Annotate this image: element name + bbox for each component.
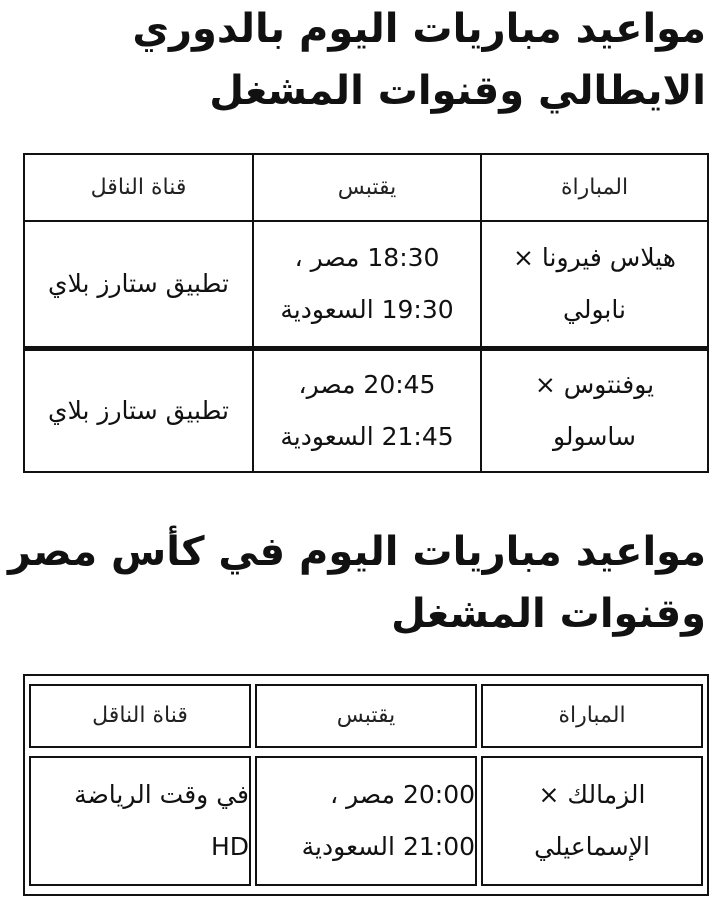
header-match: المباراة [560, 174, 629, 200]
table-row-time [254, 351, 480, 471]
match-time-saudi: 21:00 السعودية [301, 832, 475, 861]
egypt-cup-matches-table [23, 674, 709, 896]
match-teams: ساسولو [553, 422, 636, 451]
match-time-saudi: 19:30 السعودية [280, 295, 454, 324]
serie-a-matches-table [23, 153, 709, 473]
table-row-match [481, 756, 703, 886]
table-row-time [254, 222, 480, 346]
match-teams: الإسماعيلي [534, 832, 650, 861]
table-row-match [482, 351, 707, 471]
match-time-egypt: 18:30 مصر ، [294, 243, 440, 272]
table-row-match [482, 222, 707, 346]
table-row-channel: تطبيق ستارز بلاي [48, 396, 229, 425]
match-time-saudi: 21:45 السعودية [280, 422, 454, 451]
header-channel: قناة الناقل [29, 684, 251, 748]
match-teams: هيلاس فيرونا × [513, 243, 676, 272]
channel-name: في وقت الرياضة [74, 780, 249, 809]
channel-quality: HD [210, 832, 249, 861]
match-time-egypt: 20:45 مصر، [298, 370, 436, 399]
header-channel: قناة الناقل [90, 174, 187, 200]
table-row-channel [29, 756, 251, 886]
table-row-channel: تطبيق ستارز بلاي [48, 269, 229, 298]
match-time-egypt: 20:00 مصر ، [330, 780, 475, 809]
table-row-time [255, 756, 477, 886]
match-teams: يوفنتوس × [534, 370, 655, 399]
header-time: يقتبس [255, 684, 477, 748]
header-match: المباراة [481, 684, 703, 748]
header-time: يقتبس [337, 174, 397, 200]
match-teams: نابولي [563, 295, 626, 324]
section-title-egypt-cup: مواعيد مباريات اليوم في كأس مصر وقنوات المشغل [8, 529, 706, 637]
match-teams: الزمالك × [538, 780, 646, 809]
section-title-serie-a: مواعيد مباريات اليوم بالدوري الايطالي وقنوات المشغل [132, 6, 706, 114]
